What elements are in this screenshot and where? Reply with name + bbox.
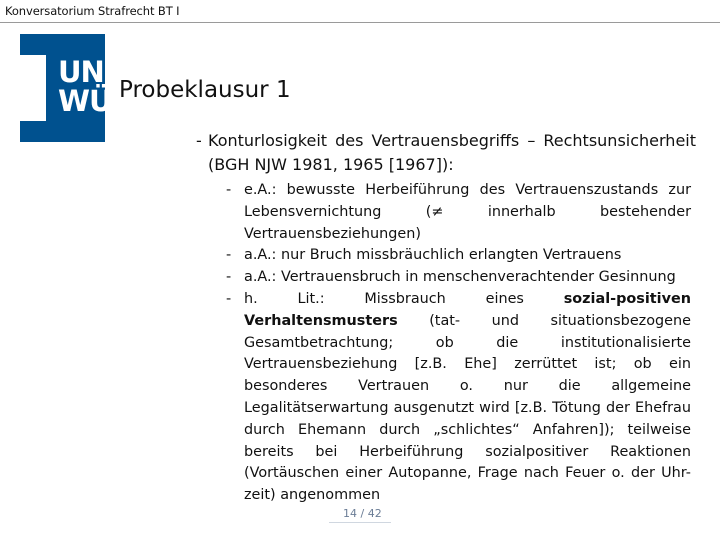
sub-bullet-item (226, 267, 691, 289)
bullet-dash: - (226, 290, 232, 307)
sub-bullet-list (226, 180, 691, 507)
sub-bullet-emphasis: sozial-positiven Verhaltensmusters (244, 290, 691, 329)
bullet-dash: - (226, 247, 232, 264)
sub-bullet-item (226, 180, 691, 245)
header-divider (0, 22, 720, 23)
sub-bullet-text: a.A.: Vertrauensbruch in menschenverachtender Gesinnung (244, 269, 676, 286)
sub-bullet-text-suffix: (tat- und situationsbezogene Gesamtbetrachtung; ob die institutionalisierte Vertrauensbeziehung [z.B. Ehe] zerrüttet ist; ob ein besonderes Vertrauen o. nur die allgemeine Legalitätserwartung ausgenutzt wird [z.B. Tötung der Ehefrau durch Ehemann durch „schlichtes“ Anfahren]); teilweise bereits bei Herbeiführung sozialpositiver Reaktionen (Vortäuschen einer Autopanne, Frage nach Feuer o. der Uhr-zeit) angenommen (244, 312, 691, 504)
footer-divider (329, 522, 391, 523)
logo-line-1: UNI (58, 55, 114, 89)
sub-bullet-item (226, 289, 691, 507)
bullet-dash: - (226, 182, 232, 198)
logo-line-2: WÜ (58, 84, 112, 118)
course-title: Konversatorium Strafrecht BT I (5, 4, 180, 18)
sub-bullet-text-prefix: h. Lit.: Missbrauch eines (244, 290, 564, 307)
bullet-dash: - (196, 131, 202, 150)
main-bullet (196, 129, 696, 177)
slide-title: Probeklausur 1 (119, 77, 291, 103)
logo-lettering (58, 55, 114, 118)
sub-bullet-text: a.A.: nur Bruch missbräuchlich erlangten Vertrauens (244, 247, 622, 264)
bullet-dash: - (226, 269, 232, 286)
sub-bullet-item (226, 245, 691, 267)
sub-bullet-text: e.A.: bewusste Herbeiführung des Vertrauenszustands zur Lebensvernichtung (≠ innerhalb bestehender Vertrauensbeziehungen) (244, 182, 691, 242)
logo-accent-bar (20, 55, 46, 121)
main-bullet-text: Konturlosigkeit des Vertrauensbegriffs – Rechtsunsicherheit (BGH NJW 1981, 1965 [1967]): (208, 131, 696, 174)
page-number: 14 / 42 (343, 507, 382, 520)
